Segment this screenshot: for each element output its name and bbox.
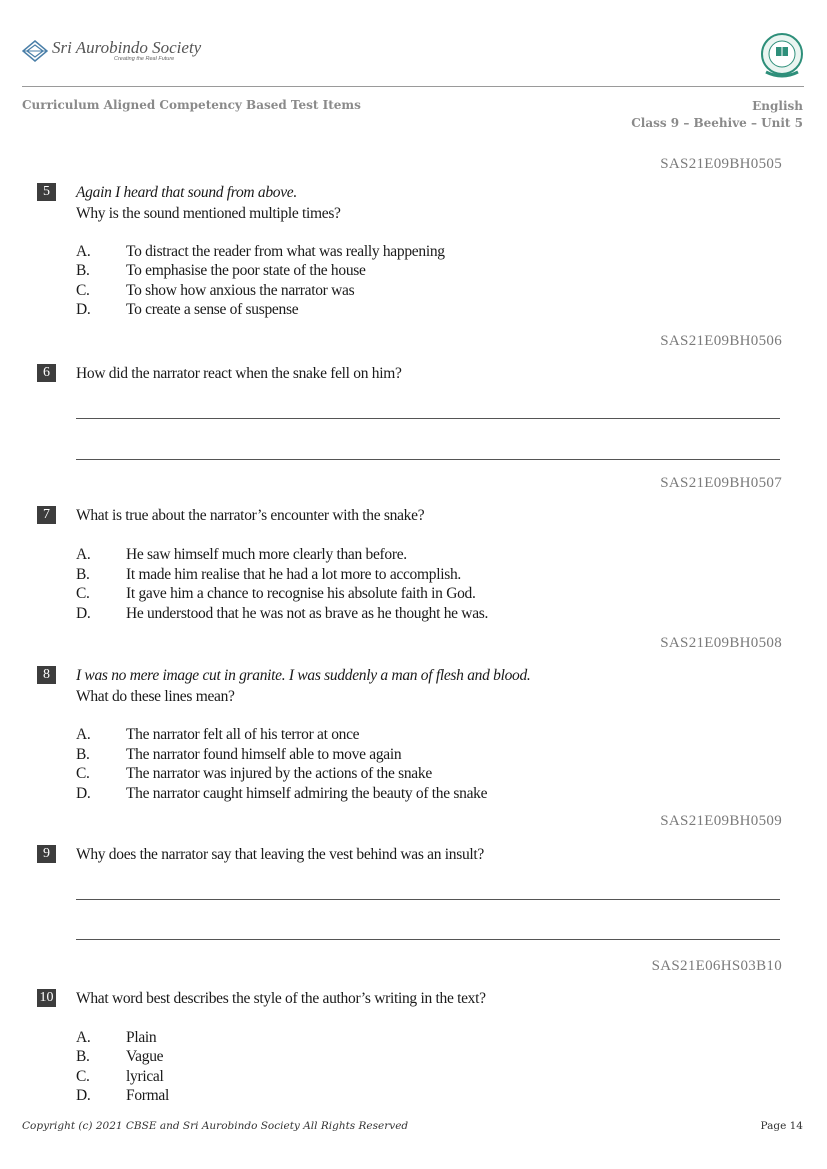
answer-line[interactable] [76,899,780,900]
option-letter: C. [76,585,90,602]
item-code: SAS21E09BH0509 [660,813,782,829]
option-text: The narrator was injured by the actions of the snake [126,765,432,782]
option-letter: C. [76,1068,90,1085]
option-letter: A. [76,546,91,563]
subject-label: English [752,99,803,113]
option-letter: D. [76,785,91,802]
option-text: It made him realise that he had a lot more to accomplish. [126,566,461,583]
logo-tagline: Creating the Real Future [114,56,175,62]
option-letter: B. [76,566,90,583]
answer-option-a[interactable] [76,725,359,745]
answer-option-c[interactable] [76,584,476,604]
option-letter: B. [76,262,90,279]
option-letter: C. [76,282,90,299]
option-letter: D. [76,605,91,622]
answer-option-a[interactable] [76,545,407,565]
item-code: SAS21E09BH0505 [660,156,782,172]
option-text: To show how anxious the narrator was [126,282,355,299]
answer-option-c[interactable] [76,1067,164,1087]
question-text [76,182,341,224]
question-number: 7 [37,506,56,524]
option-text: He understood that he was not as brave as he thought he was. [126,605,489,622]
option-letter: D. [76,301,91,318]
item-code: SAS21E06HS03B10 [651,958,782,974]
question-quote: Again I heard that sound from above. [76,184,297,201]
question-number: 5 [37,183,56,201]
answer-option-a[interactable] [76,1028,156,1048]
copyright-notice: Copyright (c) 2021 CBSE and Sri Aurobindo Society All Rights Reserved [22,1120,409,1132]
answer-option-b[interactable] [76,1047,163,1067]
question-number: 10 [37,989,56,1007]
option-text: He saw himself much more clearly than before. [126,546,407,563]
answer-option-b[interactable] [76,565,461,585]
option-letter: C. [76,765,90,782]
answer-option-c[interactable] [76,281,354,301]
question-quote: I was no mere image cut in granite. I was suddenly a man of flesh and blood. [76,667,531,684]
class-unit-label: Class 9 – Beehive – Unit 5 [631,116,803,130]
sri-aurobindo-society-logo [22,36,202,68]
question-prompt: What is true about the narrator’s encounter with the snake? [76,507,425,524]
question-number: 6 [37,364,56,382]
option-text: Plain [126,1029,157,1046]
answer-option-b[interactable] [76,745,401,765]
option-letter: A. [76,1029,91,1046]
option-text: Formal [126,1087,169,1104]
option-text: The narrator caught himself admiring the beauty of the snake [126,785,488,802]
item-code: SAS21E09BH0507 [660,475,782,491]
option-letter: B. [76,746,90,763]
header-divider [22,86,804,87]
option-text: To create a sense of suspense [126,301,299,318]
answer-option-d[interactable] [76,604,488,624]
item-code: SAS21E09BH0508 [660,635,782,651]
question-prompt: Why is the sound mentioned multiple times? [76,205,341,222]
item-code: SAS21E09BH0506 [660,333,782,349]
answer-option-d[interactable] [76,784,487,804]
answer-option-b[interactable] [76,261,366,281]
option-text: The narrator found himself able to move again [126,746,402,763]
question-prompt: What word best describes the style of the author’s writing in the text? [76,990,486,1007]
cbse-emblem-icon [758,32,806,82]
answer-line[interactable] [76,418,780,419]
option-text: To distract the reader from what was really happening [126,243,445,260]
answer-line[interactable] [76,459,780,460]
option-letter: A. [76,243,91,260]
option-letter: B. [76,1048,90,1065]
question-number: 8 [37,666,56,684]
logo-brand-text: Sri Aurobindo Society [52,38,202,57]
option-text: It gave him a chance to recognise his absolute faith in God. [126,585,476,602]
answer-option-d[interactable] [76,1086,169,1106]
answer-option-a[interactable] [76,242,445,262]
lotus-logo-icon [22,40,48,62]
question-text [76,665,531,707]
option-text: To emphasise the poor state of the house [126,262,366,279]
answer-option-c[interactable] [76,764,432,784]
subject-info [631,98,803,132]
page-number: Page 14 [760,1120,803,1132]
question-number: 9 [37,845,56,863]
option-letter: A. [76,726,91,743]
option-text: Vague [126,1048,164,1065]
question-prompt: How did the narrator react when the snake fell on him? [76,365,402,382]
document-series-title: Curriculum Aligned Competency Based Test Items [22,98,361,112]
cbse-seal-logo [758,32,806,82]
question-prompt: Why does the narrator say that leaving the vest behind was an insult? [76,846,485,863]
question-prompt: What do these lines mean? [76,688,235,705]
answer-option-d[interactable] [76,300,298,320]
option-letter: D. [76,1087,91,1104]
option-text: lyrical [126,1068,164,1085]
answer-line[interactable] [76,939,780,940]
option-text: The narrator felt all of his terror at once [126,726,360,743]
